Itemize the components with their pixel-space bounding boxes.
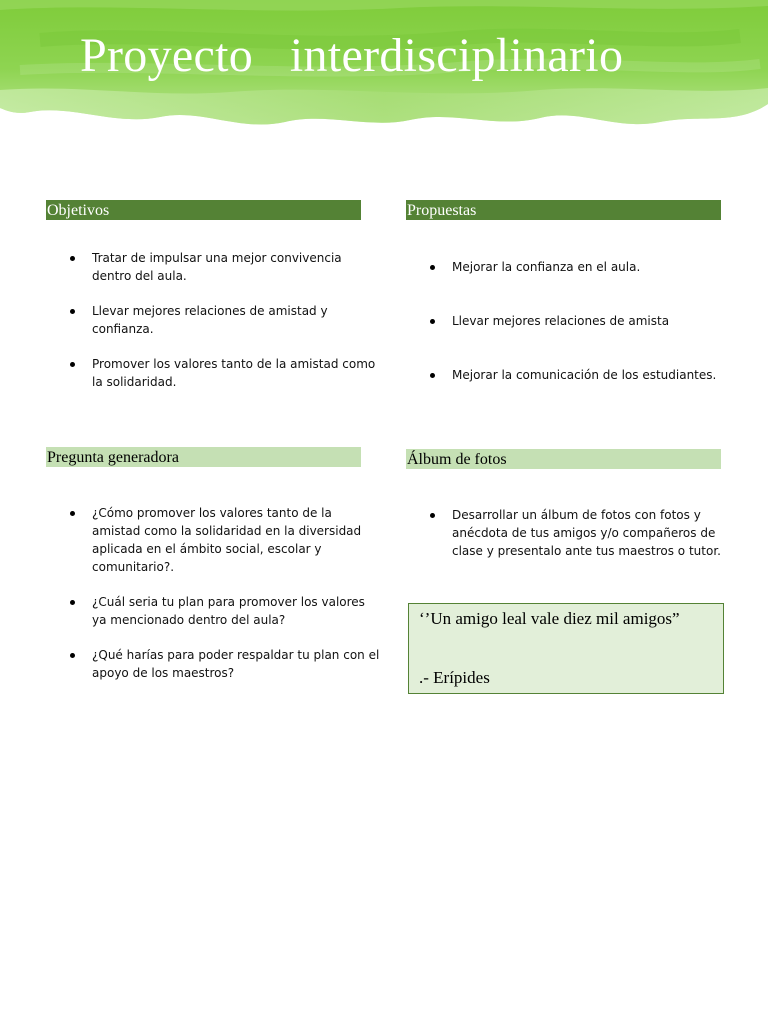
list-item: Llevar mejores relaciones de amistad y confianza. <box>92 302 382 338</box>
album-heading: Álbum de fotos <box>406 449 721 469</box>
list-item: Llevar mejores relaciones de amista <box>452 312 752 330</box>
list-item: Desarrollar un álbum de fotos con fotos y anécdota de tus amigos y/o compañeros de clase y presentalo ante tus maestros o tutor. <box>452 506 742 560</box>
page-title: Proyecto interdisciplinario <box>80 29 624 82</box>
list-item: ¿Cómo promover los valores tanto de la amistad como la solidaridad en la diversidad aplicada en el ámbito social, escolar y comunitario?. <box>92 504 382 576</box>
quote-box <box>408 603 724 694</box>
propuestas-list <box>406 258 752 384</box>
objetivos-heading: Objetivos <box>46 200 361 220</box>
pregunta-list <box>46 504 382 682</box>
quote-text: ‘’Un amigo leal vale diez mil amigos” <box>419 609 680 628</box>
list-item: Promover los valores tanto de la amistad como la solidaridad. <box>92 355 382 391</box>
list-item: Mejorar la confianza en el aula. <box>452 258 752 276</box>
list-item: ¿Cuál seria tu plan para promover los valores ya mencionado dentro del aula? <box>92 593 382 629</box>
album-list <box>406 506 742 560</box>
pregunta-heading: Pregunta generadora <box>46 447 361 467</box>
objetivos-list <box>46 249 382 391</box>
quote-author: .- Erípides <box>419 668 490 687</box>
list-item: Mejorar la comunicación de los estudiantes. <box>452 366 752 384</box>
list-item: ¿Qué harías para poder respaldar tu plan con el apoyo de los maestros? <box>92 646 382 682</box>
propuestas-heading: Propuestas <box>406 200 721 220</box>
list-item: Tratar de impulsar una mejor convivencia dentro del aula. <box>92 249 382 285</box>
